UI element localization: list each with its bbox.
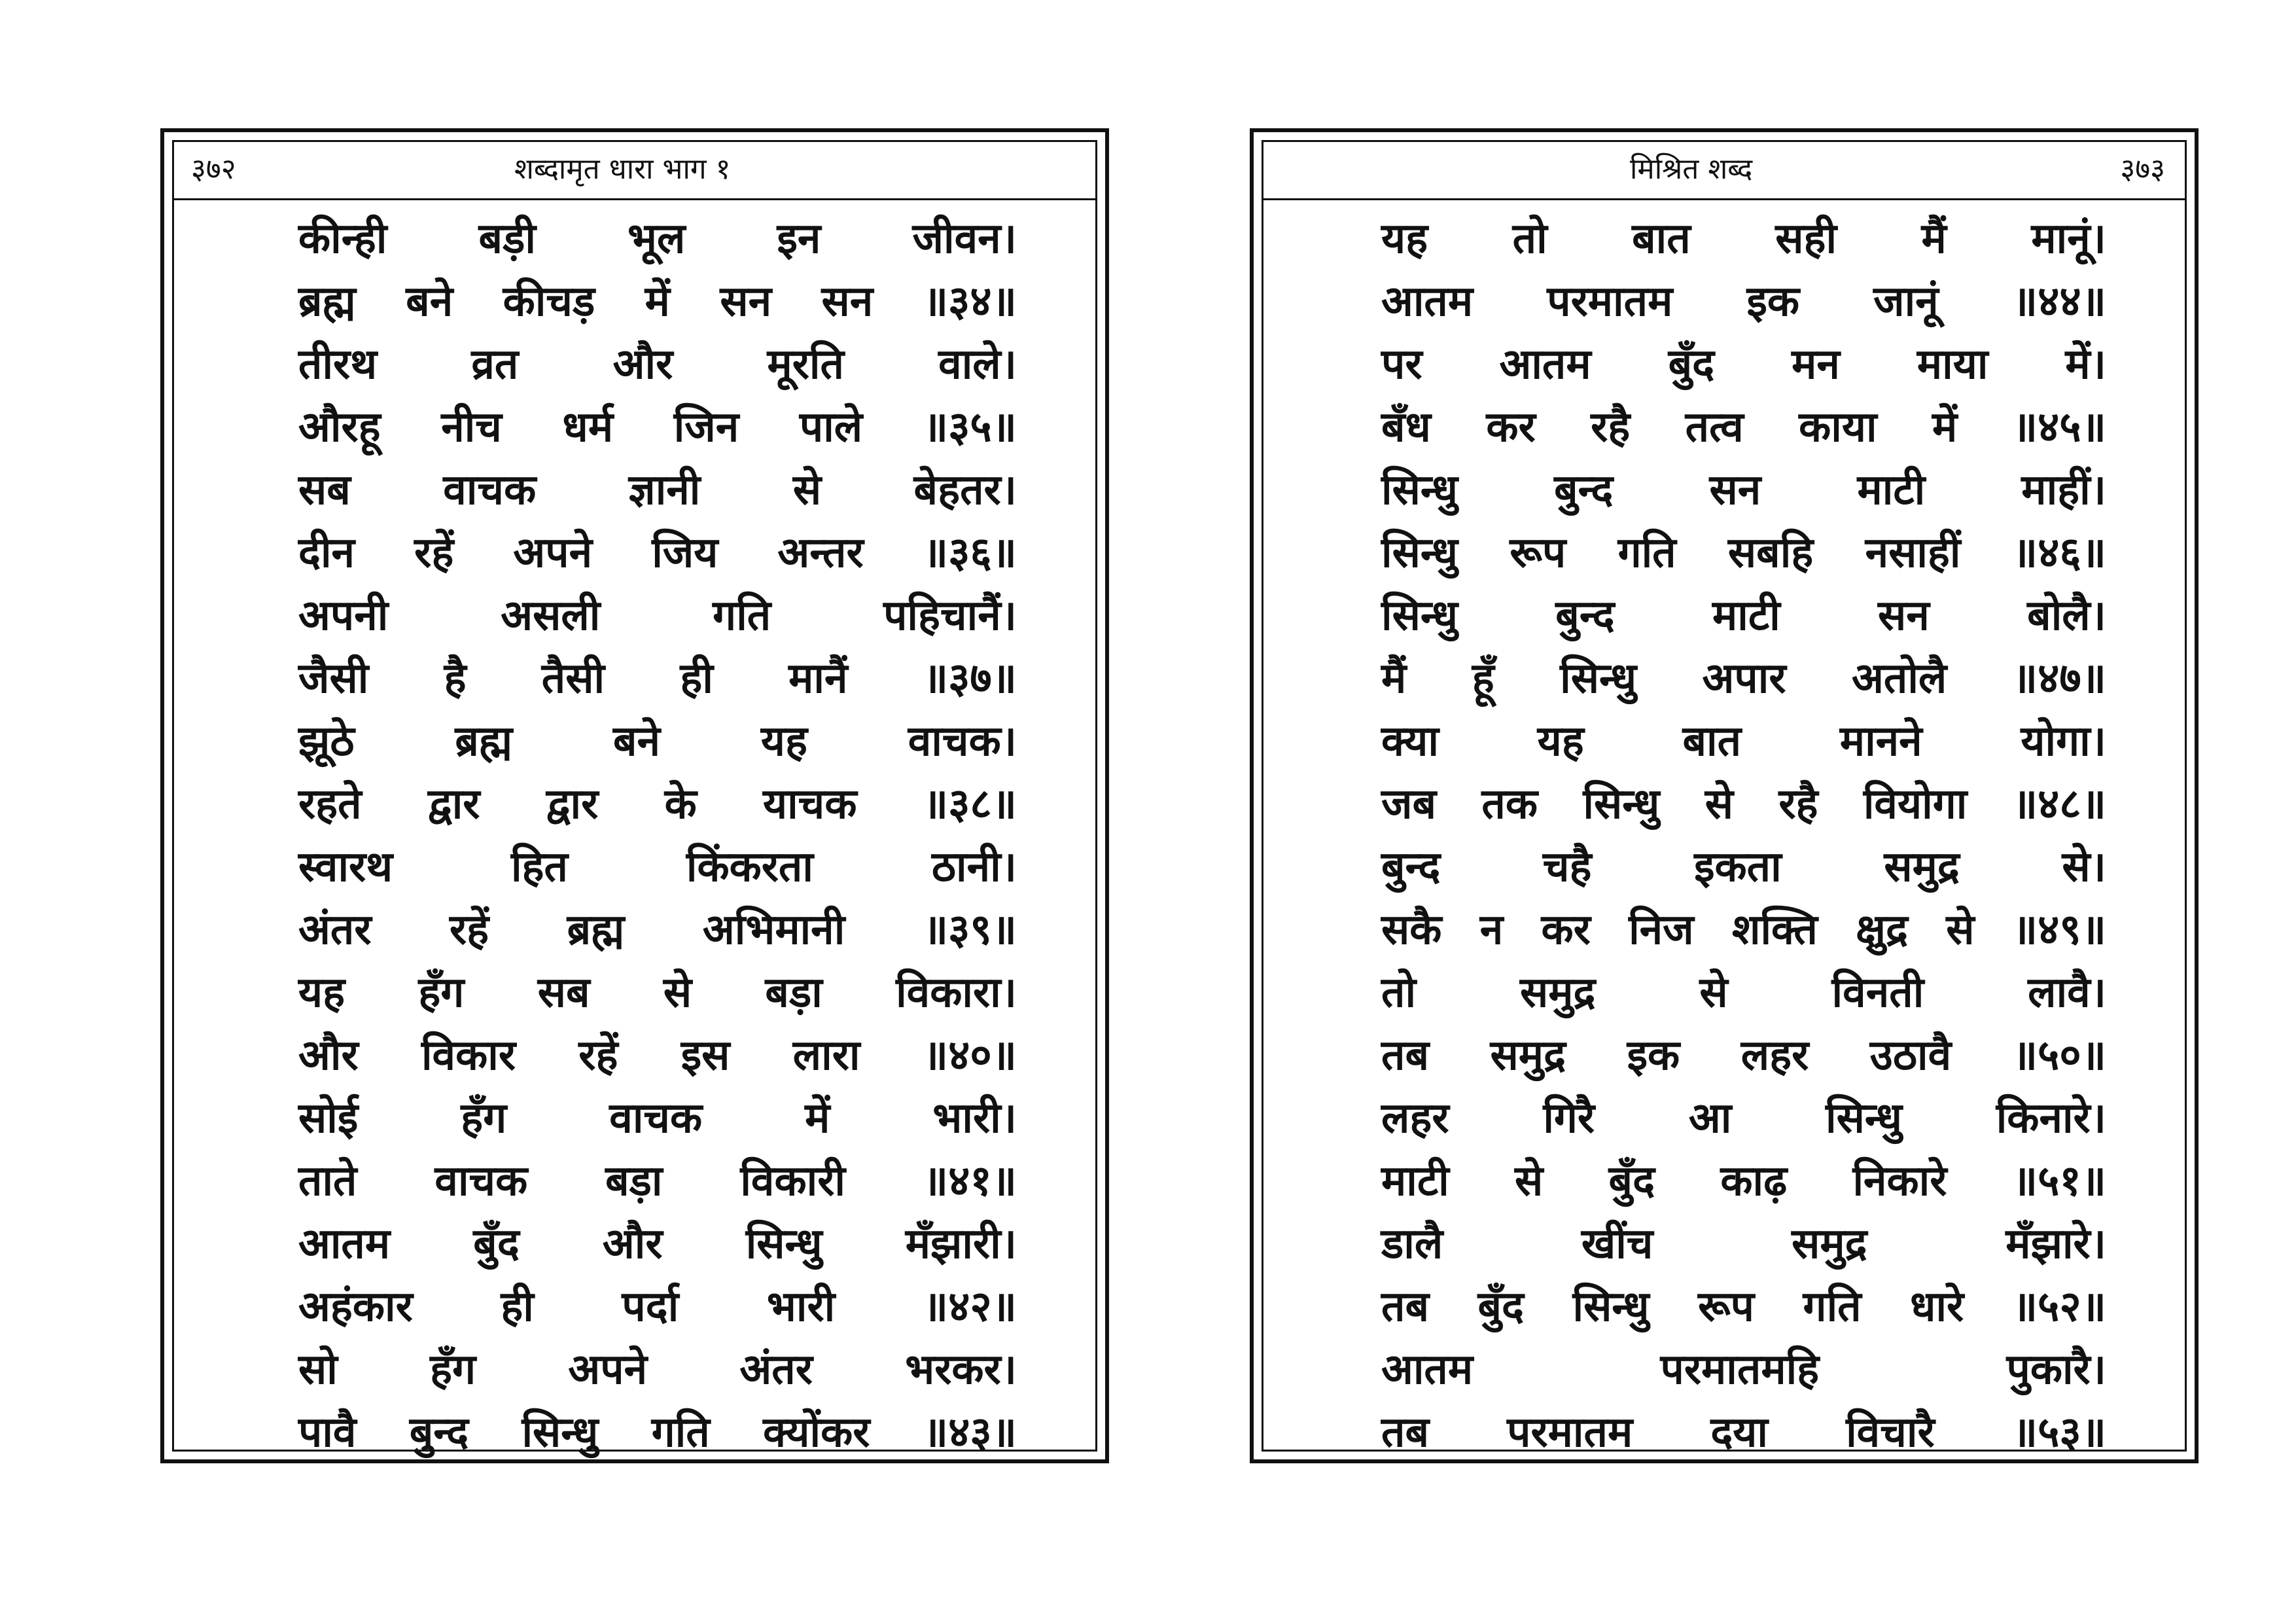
verse-line bbox=[1381, 1401, 2106, 1464]
verse-line bbox=[298, 207, 1017, 270]
verse-word: क्षुद्र bbox=[1856, 906, 1908, 954]
verse-word: माया bbox=[1916, 340, 1988, 389]
verse-word: ॥५३॥ bbox=[2012, 1408, 2106, 1457]
verse-line bbox=[1381, 1338, 2106, 1401]
verse-line bbox=[298, 1087, 1017, 1150]
verse-word: द्वार bbox=[427, 780, 480, 829]
verse-line bbox=[1381, 207, 2106, 270]
verse-word: सिन्धु bbox=[521, 1408, 599, 1457]
verse-word: बुन्द bbox=[1381, 843, 1441, 891]
right-running-title: मिश्रित शब्द bbox=[1630, 152, 1753, 186]
verse-word: लहर bbox=[1381, 1094, 1449, 1143]
verse-word: ब्रह्म bbox=[567, 906, 625, 954]
verse-word: ॥४५॥ bbox=[2012, 403, 2106, 452]
verse-word: ॥४८॥ bbox=[2012, 780, 2106, 829]
verse-word: ॥४३॥ bbox=[923, 1408, 1017, 1457]
verse-word: ॥४९॥ bbox=[2012, 906, 2106, 954]
verse-word: योगा। bbox=[2021, 717, 2106, 766]
verse-word: गति bbox=[651, 1408, 710, 1457]
verse-word: बुन्द bbox=[1554, 466, 1614, 514]
verse-word: माटी bbox=[1712, 592, 1780, 640]
verse-word: निज bbox=[1629, 906, 1694, 954]
verse-word: अपने bbox=[568, 1346, 648, 1394]
verse-word: क्या bbox=[1381, 717, 1439, 766]
verse-word: ही bbox=[501, 1283, 534, 1331]
verse-word: माहीं। bbox=[2021, 466, 2106, 514]
verse-line bbox=[1381, 647, 2106, 710]
verse-word: उठावै bbox=[1869, 1031, 1952, 1080]
verse-word: बड़ा bbox=[765, 969, 822, 1017]
verse-word: बोलै। bbox=[2027, 592, 2106, 640]
verse-word: इकता bbox=[1694, 843, 1782, 891]
verse-word: आतम bbox=[1381, 1346, 1474, 1394]
verse-line bbox=[298, 459, 1017, 522]
verse-word: सन bbox=[720, 277, 772, 326]
verse-word: ही bbox=[680, 654, 713, 703]
verse-word: से। bbox=[2062, 843, 2106, 891]
verse-word: भारी bbox=[766, 1283, 836, 1331]
verse-word: ॥३७॥ bbox=[923, 654, 1017, 703]
verse-word: पर्दा bbox=[622, 1283, 679, 1331]
verse-word: रहें bbox=[578, 1031, 618, 1080]
verse-word: में bbox=[1932, 403, 1958, 452]
verse-word: ज्ञानी bbox=[628, 466, 701, 514]
verse-word: चहै bbox=[1542, 843, 1592, 891]
verse-word: मानैं bbox=[788, 654, 848, 703]
verse-word: ॥३५॥ bbox=[923, 403, 1017, 452]
verse-word: सब bbox=[537, 969, 590, 1017]
verse-line bbox=[1381, 899, 2106, 961]
right-page-header bbox=[1263, 142, 2185, 200]
verse-word: कर bbox=[1486, 403, 1536, 452]
verse-word: ॥३८॥ bbox=[923, 780, 1017, 829]
verse-word: गिरै bbox=[1543, 1094, 1595, 1143]
verse-word: सिन्धु bbox=[1572, 1283, 1650, 1331]
verse-word: धर्म bbox=[562, 403, 614, 452]
verse-word: मूरति bbox=[767, 340, 844, 389]
left-verse-list bbox=[174, 207, 1095, 1464]
verse-word: समुद्र bbox=[1884, 843, 1960, 891]
left-page-number: ३७२ bbox=[191, 152, 236, 186]
verse-word: क्योंकर bbox=[763, 1408, 870, 1457]
verse-line bbox=[298, 961, 1017, 1024]
verse-word: सिन्धु bbox=[1381, 592, 1458, 640]
verse-line bbox=[1381, 396, 2106, 459]
verse-word: से bbox=[1704, 780, 1733, 829]
verse-word: गति bbox=[1617, 529, 1676, 577]
verse-word: काढ़ bbox=[1720, 1157, 1788, 1205]
verse-word: सो bbox=[298, 1346, 338, 1394]
verse-word: लहर bbox=[1740, 1031, 1809, 1080]
verse-line bbox=[1381, 710, 2106, 773]
verse-word: से bbox=[663, 969, 692, 1017]
left-page-frame bbox=[172, 140, 1097, 1457]
verse-word: तो bbox=[1381, 969, 1417, 1017]
verse-word: सकै bbox=[1381, 906, 1442, 954]
verse-word: यह bbox=[1381, 215, 1428, 263]
verse-word: इस bbox=[680, 1031, 730, 1080]
verse-word: सन bbox=[821, 277, 874, 326]
verse-word: कीन्ही bbox=[298, 215, 387, 263]
verse-line bbox=[1381, 1275, 2106, 1338]
verse-line bbox=[1381, 1087, 2106, 1150]
verse-word: सोई bbox=[298, 1094, 359, 1143]
verse-line bbox=[298, 270, 1017, 333]
verse-word: समुद्र bbox=[1792, 1220, 1867, 1268]
verse-word: रहै bbox=[1778, 780, 1818, 829]
verse-word: रहें bbox=[414, 529, 454, 577]
verse-word: पर bbox=[1381, 340, 1422, 389]
verse-word: डालै bbox=[1381, 1220, 1443, 1268]
verse-word: दया bbox=[1710, 1408, 1769, 1457]
verse-word: बँध bbox=[1381, 403, 1431, 452]
verse-word: इक bbox=[1627, 1031, 1680, 1080]
verse-word: औरहू bbox=[298, 403, 381, 452]
verse-word: परमातमहि bbox=[1660, 1346, 1820, 1394]
verse-word: आतम bbox=[1499, 340, 1591, 389]
verse-word: ताते bbox=[298, 1157, 357, 1205]
verse-word: खींच bbox=[1581, 1220, 1653, 1268]
verse-line bbox=[298, 522, 1017, 584]
verse-line bbox=[1381, 270, 2106, 333]
verse-word: और bbox=[602, 1220, 663, 1268]
verse-word: तब bbox=[1381, 1031, 1430, 1080]
verse-word: अंतर bbox=[298, 906, 372, 954]
left-page bbox=[160, 128, 1109, 1463]
verse-word: हँग bbox=[430, 1346, 476, 1394]
verse-word: जिन bbox=[673, 403, 739, 452]
verse-word: किनारे। bbox=[1996, 1094, 2106, 1143]
verse-word: तब bbox=[1381, 1283, 1430, 1331]
verse-word: न bbox=[1479, 906, 1504, 954]
verse-word: ॥३४॥ bbox=[923, 277, 1017, 326]
verse-line bbox=[1381, 961, 2106, 1024]
verse-word: गति bbox=[713, 592, 771, 640]
verse-word: अपार bbox=[1702, 654, 1786, 703]
verse-word: बुँद bbox=[473, 1220, 520, 1268]
verse-word: ॥४१॥ bbox=[923, 1157, 1017, 1205]
verse-word: भूल bbox=[627, 215, 686, 263]
verse-word: तीरथ bbox=[298, 340, 378, 389]
verse-word: सब bbox=[298, 466, 351, 514]
verse-word: शक्ति bbox=[1731, 906, 1818, 954]
verse-word: जब bbox=[1381, 780, 1437, 829]
verse-word: वाचक bbox=[609, 1094, 703, 1143]
verse-word: तब bbox=[1381, 1408, 1430, 1457]
verse-word: वाचक bbox=[443, 466, 537, 514]
verse-word: आतम bbox=[298, 1220, 391, 1268]
verse-word: से bbox=[1946, 906, 1975, 954]
right-page bbox=[1250, 128, 2199, 1463]
verse-word: के bbox=[664, 780, 697, 829]
verse-word: बुँद bbox=[1668, 340, 1715, 389]
verse-word: वाचक। bbox=[908, 717, 1017, 766]
verse-word: वाचक bbox=[434, 1157, 528, 1205]
right-page-number: ३७३ bbox=[2120, 152, 2165, 186]
verse-word: माटी bbox=[1381, 1157, 1449, 1205]
verse-word: में। bbox=[2065, 340, 2106, 389]
verse-line bbox=[1381, 1024, 2106, 1087]
verse-word: में bbox=[805, 1094, 830, 1143]
verse-word: आ bbox=[1688, 1094, 1732, 1143]
verse-word: हँग bbox=[418, 969, 465, 1017]
verse-word: सबहि bbox=[1727, 529, 1814, 577]
verse-word: समुद्र bbox=[1490, 1031, 1566, 1080]
verse-word: परमातम bbox=[1547, 277, 1673, 326]
verse-word: स्वारथ bbox=[298, 843, 393, 891]
verse-word: रूप bbox=[1697, 1283, 1755, 1331]
verse-word: भारी। bbox=[932, 1094, 1017, 1143]
verse-word: अहंकार bbox=[298, 1283, 413, 1331]
verse-line bbox=[1381, 1150, 2106, 1213]
verse-word: विनती bbox=[1831, 969, 1924, 1017]
verse-word: और bbox=[612, 340, 673, 389]
verse-word: इन bbox=[777, 215, 821, 263]
verse-word: काया bbox=[1799, 403, 1877, 452]
verse-word: दीन bbox=[298, 529, 355, 577]
verse-word: में bbox=[645, 277, 670, 326]
verse-word: ॥३६॥ bbox=[923, 529, 1017, 577]
verse-word: तक bbox=[1481, 780, 1538, 829]
verse-word: सिन्धु bbox=[1381, 466, 1458, 514]
verse-word: व्रत bbox=[471, 340, 519, 389]
verse-word: माटी bbox=[1857, 466, 1926, 514]
verse-line bbox=[1381, 459, 2106, 522]
verse-word: बुन्द bbox=[1555, 592, 1615, 640]
verse-word: आतम bbox=[1381, 277, 1474, 326]
verse-word: झूठे bbox=[298, 717, 355, 766]
verse-word: मानूं। bbox=[2031, 215, 2106, 263]
verse-word: परमातम bbox=[1507, 1408, 1633, 1457]
verse-line bbox=[298, 584, 1017, 647]
verse-word: विकार bbox=[421, 1031, 516, 1080]
verse-word: वियोगा bbox=[1863, 780, 1968, 829]
verse-word: निकारे bbox=[1852, 1157, 1947, 1205]
verse-word: गति bbox=[1803, 1283, 1862, 1331]
verse-line bbox=[1381, 836, 2106, 899]
verse-word: बने bbox=[406, 277, 453, 326]
verse-word: ॥४२॥ bbox=[923, 1283, 1017, 1331]
verse-word: मन bbox=[1792, 340, 1840, 389]
verse-line bbox=[298, 899, 1017, 961]
verse-word: मैं bbox=[1381, 654, 1407, 703]
verse-word: मँझारी। bbox=[905, 1220, 1017, 1268]
verse-word: जीवन। bbox=[912, 215, 1017, 263]
verse-word: सन bbox=[1878, 592, 1930, 640]
verse-word: सन bbox=[1709, 466, 1761, 514]
verse-word: किंकरता bbox=[686, 843, 813, 891]
verse-word: सही bbox=[1775, 215, 1837, 263]
verse-word: जानूं bbox=[1873, 277, 1939, 326]
verse-word: से bbox=[792, 466, 822, 514]
verse-word: याचक bbox=[762, 780, 857, 829]
verse-word: और bbox=[298, 1031, 359, 1080]
verse-word: लावै। bbox=[2028, 969, 2106, 1017]
verse-line bbox=[298, 333, 1017, 396]
verse-word: तैसी bbox=[541, 654, 605, 703]
verse-word: यह bbox=[760, 717, 807, 766]
verse-word: ठानी। bbox=[931, 843, 1017, 891]
verse-word: अभिमानी bbox=[702, 906, 845, 954]
verse-word: तत्व bbox=[1685, 403, 1744, 452]
verse-word: सिन्धु bbox=[1560, 654, 1637, 703]
verse-line bbox=[298, 1338, 1017, 1401]
verse-line bbox=[1381, 522, 2106, 584]
verse-word: ब्रह्म bbox=[455, 717, 513, 766]
verse-line bbox=[298, 1401, 1017, 1464]
verse-word: इक bbox=[1746, 277, 1800, 326]
verse-word: अपने bbox=[513, 529, 593, 577]
verse-word: बड़ी bbox=[478, 215, 536, 263]
verse-word: वाले। bbox=[938, 340, 1017, 389]
verse-word: विकारा। bbox=[896, 969, 1017, 1017]
verse-word: ॥३९॥ bbox=[923, 906, 1017, 954]
verse-word: नसाहीं bbox=[1865, 529, 1961, 577]
verse-word: अपनी bbox=[298, 592, 389, 640]
verse-word: ब्रह्म bbox=[298, 277, 356, 326]
verse-word: ॥४०॥ bbox=[923, 1031, 1017, 1080]
verse-line bbox=[298, 1150, 1017, 1213]
verse-word: पावै bbox=[298, 1408, 357, 1457]
verse-word: मँझारे। bbox=[2005, 1220, 2106, 1268]
verse-word: से bbox=[1514, 1157, 1544, 1205]
verse-word: विचारै bbox=[1846, 1408, 1935, 1457]
verse-word: बुँद bbox=[1477, 1283, 1525, 1331]
verse-word: बड़ा bbox=[605, 1157, 663, 1205]
verse-word: बुन्द bbox=[409, 1408, 469, 1457]
verse-word: हूँ bbox=[1472, 654, 1494, 703]
verse-word: यह bbox=[298, 969, 345, 1017]
verse-word: अंतर bbox=[739, 1346, 813, 1394]
verse-word: असली bbox=[501, 592, 601, 640]
verse-word: पहिचानैं। bbox=[883, 592, 1017, 640]
verse-line bbox=[298, 396, 1017, 459]
verse-word: बने bbox=[612, 717, 661, 766]
verse-word: से bbox=[1699, 969, 1728, 1017]
verse-word: रहते bbox=[298, 780, 362, 829]
verse-word: ॥५२॥ bbox=[2012, 1283, 2106, 1331]
verse-word: ॥५१॥ bbox=[2012, 1157, 2106, 1205]
left-page-header bbox=[174, 142, 1095, 200]
verse-word: रहें bbox=[450, 906, 489, 954]
verse-word: पाले bbox=[799, 403, 863, 452]
verse-word: धारे bbox=[1910, 1283, 1964, 1331]
verse-word: मैं bbox=[1921, 215, 1947, 263]
verse-line bbox=[1381, 773, 2106, 836]
right-verse-list bbox=[1263, 207, 2185, 1464]
verse-line bbox=[1381, 333, 2106, 396]
verse-word: पुकारै। bbox=[2006, 1346, 2106, 1394]
verse-word: जिय bbox=[652, 529, 718, 577]
verse-word: हँग bbox=[461, 1094, 507, 1143]
verse-word: बेहतर। bbox=[913, 466, 1017, 514]
verse-line bbox=[298, 1213, 1017, 1275]
verse-word: यह bbox=[1537, 717, 1584, 766]
verse-word: ॥४६॥ bbox=[2012, 529, 2106, 577]
verse-word: तो bbox=[1512, 215, 1547, 263]
verse-word: नीच bbox=[441, 403, 502, 452]
verse-line bbox=[298, 836, 1017, 899]
verse-word: सिन्धु bbox=[1826, 1094, 1902, 1143]
verse-line bbox=[1381, 584, 2106, 647]
verse-line bbox=[298, 647, 1017, 710]
verse-line bbox=[1381, 1213, 2106, 1275]
verse-line bbox=[298, 773, 1017, 836]
verse-line bbox=[298, 1024, 1017, 1087]
verse-word: अतोलै bbox=[1851, 654, 1947, 703]
verse-word: लारा bbox=[792, 1031, 860, 1080]
verse-word: हित bbox=[510, 843, 569, 891]
verse-word: है bbox=[444, 654, 467, 703]
verse-word: विकारी bbox=[740, 1157, 845, 1205]
verse-word: समुद्र bbox=[1519, 969, 1596, 1017]
verse-word: मानने bbox=[1839, 717, 1922, 766]
verse-word: रूप bbox=[1510, 529, 1566, 577]
verse-word: बात bbox=[1632, 215, 1691, 263]
verse-word: अन्तर bbox=[777, 529, 864, 577]
verse-word: द्वार bbox=[546, 780, 599, 829]
verse-word: बुँद bbox=[1608, 1157, 1655, 1205]
verse-line bbox=[298, 1275, 1017, 1338]
verse-word: जैसी bbox=[298, 654, 369, 703]
left-running-title: शब्दामृत धारा भाग १ bbox=[514, 152, 731, 186]
verse-word: भरकर। bbox=[905, 1346, 1017, 1394]
right-page-frame bbox=[1262, 140, 2187, 1457]
verse-word: ॥४७॥ bbox=[2012, 654, 2106, 703]
verse-word: रहै bbox=[1591, 403, 1631, 452]
verse-line bbox=[298, 710, 1017, 773]
verse-word: कर bbox=[1541, 906, 1591, 954]
verse-word: सिन्धु bbox=[1583, 780, 1660, 829]
verse-word: सिन्धु bbox=[745, 1220, 822, 1268]
verse-word: ॥५०॥ bbox=[2012, 1031, 2106, 1080]
verse-word: बात bbox=[1682, 717, 1742, 766]
verse-word: सिन्धु bbox=[1381, 529, 1458, 577]
verse-word: ॥४४॥ bbox=[2012, 277, 2106, 326]
verse-word: कीचड़ bbox=[503, 277, 595, 326]
